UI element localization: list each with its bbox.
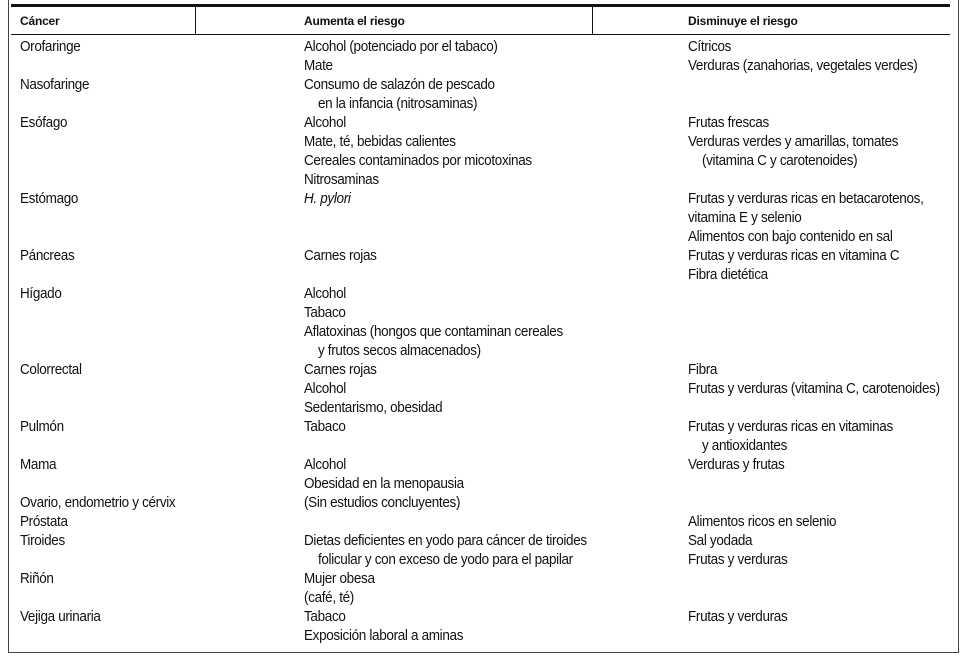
increase-risk-cell [304,361,442,418]
header-increase-risk: Aumenta el riesgo [304,14,405,28]
cell-line: (Sin estudios concluyentes) [304,495,461,511]
cancer-name [20,532,65,551]
cell-line: Sedentarismo, obesidad [304,400,443,416]
table-row [0,76,971,114]
cell-line: (vitamina C y carotenoides) [701,153,858,169]
cell-line: Frutas y verduras [688,552,788,568]
cell-line: Sal yodada [688,533,753,549]
cell-line: Vejiga urinaria [20,609,101,625]
cancer-name [20,418,64,437]
cell-line: Mama [20,457,57,473]
cell-line: Consumo de salazón de pescado [304,77,495,93]
cell-line: Colorrectal [20,362,82,378]
cell-line: Alcohol [304,457,346,473]
cancer-name [20,114,67,133]
cell-line: Ovario, endometrio y cérvix [20,495,176,511]
increase-risk-cell [304,532,587,570]
cancer-name [20,38,80,57]
header-decrease-risk: Disminuye el riesgo [688,14,798,28]
table-row [0,494,971,513]
cancer-name [20,456,56,475]
increase-risk-cell [304,38,498,76]
header-separator [195,6,196,35]
decrease-risk-cell [688,532,787,570]
cell-line: Nasofaringe [20,77,90,93]
cell-line: Pulmón [20,419,64,435]
cell-line: Alcohol [304,381,346,397]
increase-risk-cell [304,247,377,266]
cancer-name [20,76,89,95]
decrease-risk-cell [688,608,787,627]
cell-line: Hígado [20,286,62,302]
cell-line: Fibra [688,362,718,378]
cell-line: y antioxidantes [701,438,788,454]
cell-line: Frutas y verduras ricas en vitaminas [688,419,893,435]
cell-line: Cereales contaminados por micotoxinas [304,153,532,169]
cell-line: Tabaco [304,609,346,625]
table-row [0,361,971,418]
increase-risk-cell [304,114,532,190]
cell-line: Mate [304,58,333,74]
decrease-risk-cell [688,418,893,456]
cell-line: Exposición laboral a aminas [304,628,464,644]
cell-line: Esófago [20,115,68,131]
increase-risk-cell [304,190,351,209]
increase-risk-cell [304,456,464,494]
decrease-risk-cell [688,38,917,76]
cell-line: Frutas y verduras (vitamina C, carotenoides) [688,381,940,397]
cell-line: Estómago [20,191,79,207]
cell-line: Cítricos [688,39,732,55]
cell-line: folicular y con exceso de yodo para el papilar [317,552,573,568]
cell-line: y frutos secos almacenados) [317,343,481,359]
cell-line: Frutas y verduras [688,609,788,625]
table-row [0,532,971,570]
increase-risk-cell [304,608,463,646]
increase-risk-cell [304,570,375,608]
cell-line: Alcohol (potenciado por el tabaco) [304,39,498,55]
cell-line: Nitrosaminas [304,172,379,188]
cell-line: Mujer obesa [304,571,375,587]
cell-line: Orofaringe [20,39,81,55]
cell-line: Tiroides [20,533,65,549]
cell-line: Tabaco [304,419,346,435]
cell-line: Alimentos con bajo contenido en sal [688,229,893,245]
cell-line: Fibra dietética [688,267,768,283]
table-row [0,608,971,646]
increase-risk-cell [304,76,495,114]
decrease-risk-cell [688,247,899,285]
table-row [0,190,971,247]
cell-line: Carnes rojas [304,362,377,378]
cell-line: Obesidad en la menopausia [304,476,464,492]
table-header-rule [11,34,950,35]
cell-line: Alcohol [304,115,346,131]
table-row [0,456,971,494]
cell-line: Frutas y verduras ricas en vitamina C [688,248,900,264]
decrease-risk-cell [688,114,898,171]
cell-line: Verduras y frutas [688,457,785,473]
cell-line: Próstata [20,514,68,530]
decrease-risk-cell [688,513,836,532]
cell-line: vitamina E y selenio [688,210,802,226]
header-cancer: Cáncer [20,14,60,28]
cell-line: Tabaco [304,305,346,321]
cell-line: H. pylori [304,191,351,207]
increase-risk-cell [304,285,563,361]
table-row [0,38,971,76]
header-separator [592,6,593,35]
table-row [0,247,971,285]
table-row [0,418,971,456]
cell-line: Frutas frescas [688,115,769,131]
cell-line: Páncreas [20,248,75,264]
cancer-name [20,494,175,513]
cell-line: Carnes rojas [304,248,377,264]
cell-line: Riñón [20,571,54,587]
decrease-risk-cell [688,361,940,399]
cell-line: Verduras (zanahorias, vegetales verdes) [688,58,918,74]
cell-line: en la infancia (nitrosaminas) [317,96,478,112]
decrease-risk-cell [688,456,784,475]
cancer-name [20,570,54,589]
table-row [0,513,971,532]
table-top-rule [11,4,950,7]
cell-line: Mate, té, bebidas calientes [304,134,456,150]
cell-line: Frutas y verduras ricas en betacarotenos, [688,191,924,207]
increase-risk-cell [304,418,346,437]
decrease-risk-cell [688,190,924,247]
table-row [0,285,971,361]
cancer-name [20,361,82,380]
cancer-name [20,513,68,532]
cancer-name [20,285,62,304]
cell-line: (café, té) [304,590,354,606]
cancer-name [20,247,74,266]
increase-risk-cell [304,494,460,513]
cell-line: Alimentos ricos en selenio [688,514,837,530]
cell-line: Aflatoxinas (hongos que contaminan cereales [304,324,563,340]
cell-line: Verduras verdes y amarillas, tomates [688,134,899,150]
cancer-name [20,190,78,209]
table-row [0,570,971,608]
cell-line: Alcohol [304,286,346,302]
table-row [0,114,971,190]
cancer-name [20,608,101,627]
cell-line: Dietas deficientes en yodo para cáncer de tiroides [304,533,587,549]
